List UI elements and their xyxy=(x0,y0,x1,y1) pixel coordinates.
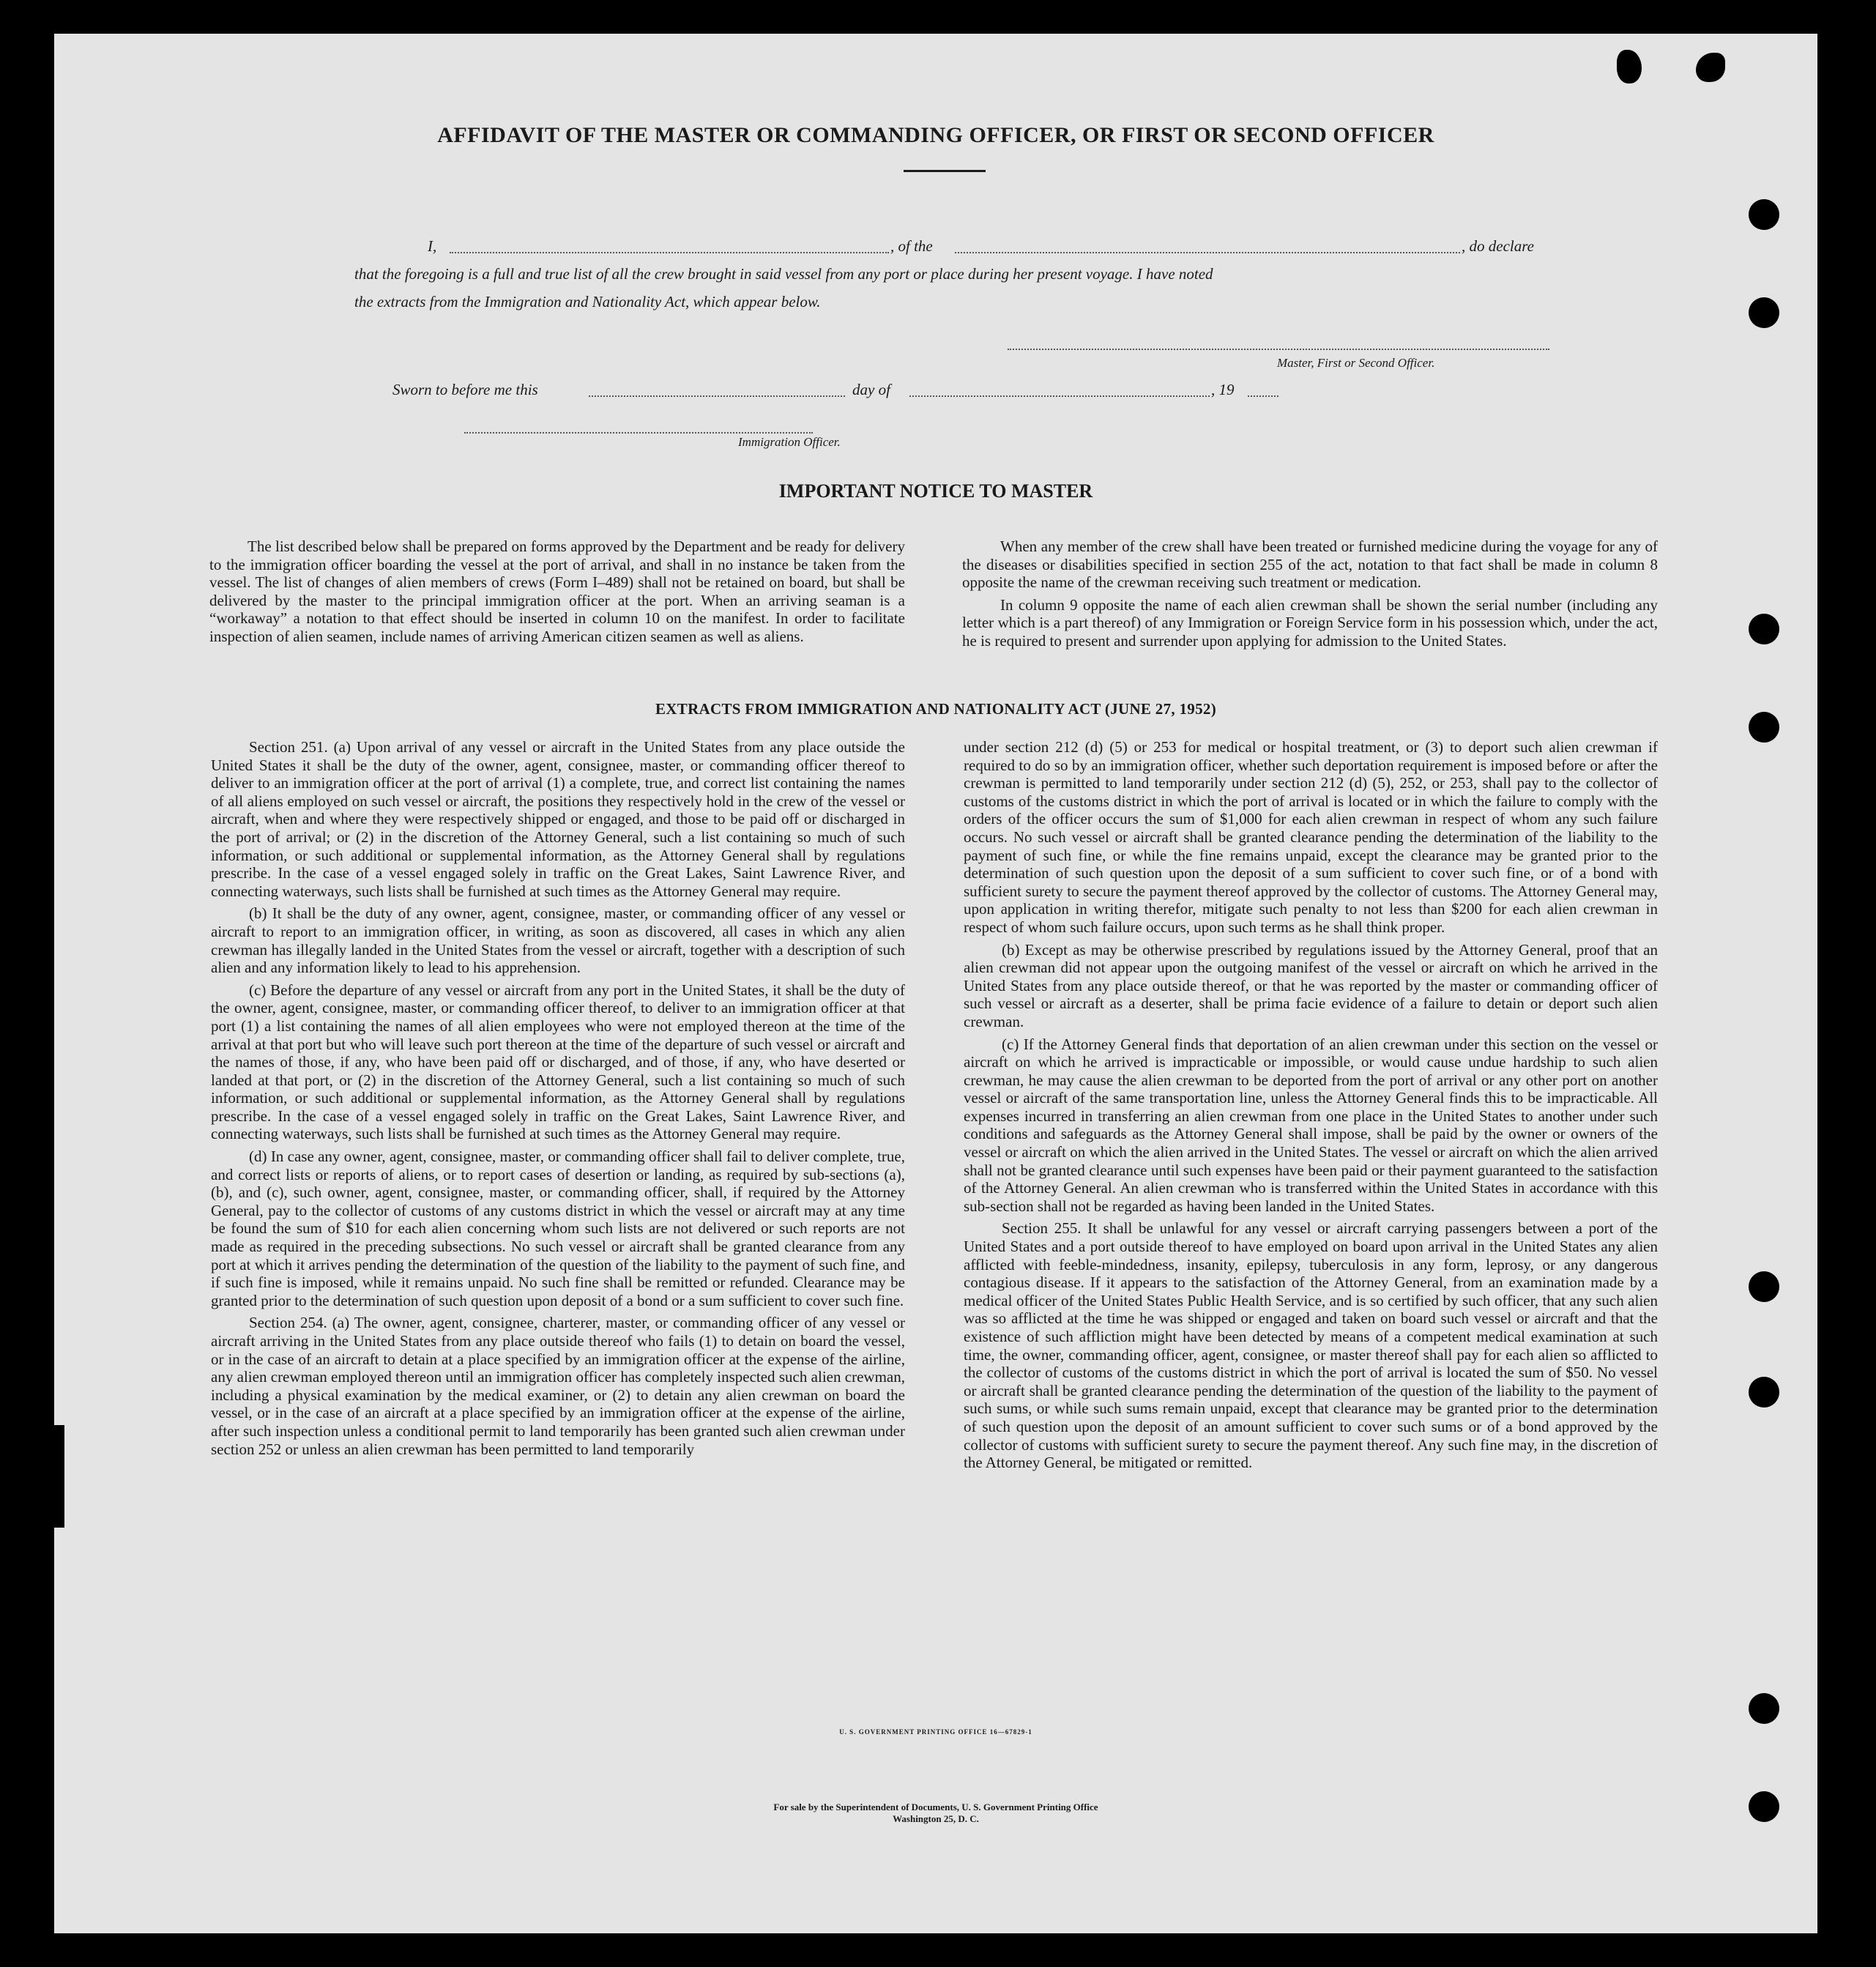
notice-title: IMPORTANT NOTICE TO MASTER xyxy=(778,480,1093,502)
section-254c: (c) If the Attorney General finds that deportation of an alien crewman under this section on the vessel or aircraft on which he arrived is impracticable or impossible, or would cause undue hardship to such alien crewman, he may cause the alien crewman to be deported from the port of arrival or any other port on another vessel or aircraft of the same transportation line, unless the Attorney General finds this to be impracticable. All expenses incurred in transferring an alien crewman from one place in the United States to another under such conditions and safeguards as the Attorney General shall impose, shall be paid by the owner or owners of the vessel or aircraft on which the alien arrived in the United States. The vessel or aircraft on which the alien arrived shall not be granted clearance until such expenses have been paid or their payment guaranteed to the satisfaction of the Attorney General. An alien crewman who is transferred within the United States in accordance with this sub-section shall not be regarded as having been landed in the United States. xyxy=(964,1035,1658,1215)
sworn-label: Sworn to before me this xyxy=(392,381,538,398)
extracts-right-column xyxy=(964,738,1658,1476)
notice-right-column xyxy=(962,538,1658,655)
title-underline xyxy=(904,170,986,172)
affidavit-title: AFFIDAVIT OF THE MASTER OR COMMANDING OFFICER, OR FIRST OR SECOND OFFICER xyxy=(437,123,1434,147)
binder-hole xyxy=(1749,614,1779,644)
declaration-line-2: that the foregoing is a full and true list of all the crew brought in said vessel from any port or place during her present voyage. I have noted xyxy=(354,265,1213,283)
do-declare-label: , do declare xyxy=(1462,237,1534,255)
torn-mark xyxy=(1696,53,1725,82)
notice-right-paragraph-2: In column 9 opposite the name of each alien crewman shall be shown the serial number (including any letter which is a part thereof) of any Immigration or Foreign Service form in his possession which, under the act, he is required to present and surrender upon applying for admission to the United States. xyxy=(962,595,1658,650)
binder-hole xyxy=(1749,1271,1779,1302)
declarant-name-field[interactable] xyxy=(450,252,889,253)
printer-line: U. S. GOVERNMENT PRINTING OFFICE 16—67829-1 xyxy=(839,1728,1032,1736)
section-251c: (c) Before the departure of any vessel or aircraft from any port in the United States, it shall be the duty of the owner, agent, consignee, master, or commanding officer thereof, to deliver to an immigration officer at that port (1) a list containing the names of all alien employees who were not employed thereon at the time of the arrival at that port but who will leave such port thereon at the time of the departure of such vessel or aircraft and the names of those, if any, who have been paid off or discharged, and of those, if any, who have deserted or landed at that port, or (2) in the discretion of the Attorney General, such a list containing so much of such information, or such additional or supplemental information, as the Attorney General shall by regulations prescribe. In the case of a vessel engaged solely in traffic on the Great Lakes, Saint Lawrence River, and connecting waterways, such lists shall be furnished at such times as the Attorney General may require. xyxy=(211,981,905,1143)
section-254a: Section 254. (a) The owner, agent, consignee, charterer, master, or commanding officer of any vessel or aircraft arriving in the United States from any place outside thereof who fails (1) to detain on board the vessel, or in the case of an aircraft to detain at a place specified by an immigration officer at the expense of the airline, any alien crewman employed thereon until an immigration officer has completely inspected such alien crewman, including a physical examination by the medical examiner, or (2) to detain any alien crewman on board the vessel, or in the case of an aircraft at a place specified by an immigration officer at the expense of the airline, after such inspection unless a conditional permit to land temporarily has been granted such alien crewman under section 252 or unless an alien crewman has been permitted to land temporarily xyxy=(211,1314,905,1458)
sworn-year-field[interactable] xyxy=(1248,395,1278,397)
section-255: Section 255. It shall be unlawful for any vessel or aircraft carrying passengers between a port of the United States and a port outside thereof to have employed on board upon arrival in the United States any alien afflicted with feeble-mindedness, insanity, epilepsy, tuberculosis in any form, leprosy, or any dangerous contagious disease. If it appears to the satisfaction of the Attorney General, from an examination made by a medical officer of the United States Public Health Service, and is so certified by such officer, that any such alien was so afflicted at the time he was shipped or engaged and taken on board such vessel or aircraft and that the existence of such affliction might have been detected by means of a competent medical examination at such time, the owner, commanding officer, agent, consignee, or master thereof shall pay for each alien so afflicted to the collector of customs of the customs district in which the port of arrival is located the sum of $50. No vessel or aircraft shall be granted clearance pending the determination of the question of the liability to the payment of such sums, or while such sums remain unpaid, except that clearance may be granted prior to the determination of such question upon the deposit of an amount sufficient to cover such sums or of a bond approved by the collector of customs with sufficient surety to secure the payment thereof. Any such fine may, in the discretion of the Attorney General, be mitigated or remitted. xyxy=(964,1219,1658,1472)
declaration-line-3: the extracts from the Immigration and Nationality Act, which appear below. xyxy=(354,293,821,311)
section-251b: (b) It shall be the duty of any owner, agent, consignee, master, or commanding officer of any vessel or aircraft to report to an immigration officer, in writing, as soon as discovered, all cases in which any alien crewman has illegally landed in the United States from the vessel or aircraft, together with a description of such alien and any information likely to lead to his apprehension. xyxy=(211,904,905,977)
footer-line-2: Washington 25, D. C. xyxy=(893,1813,979,1824)
notice-left-column xyxy=(209,538,905,650)
section-251d: (d) In case any owner, agent, consignee, master, or commanding officer shall fail to deliver complete, true, and correct lists or reports of aliens, or to report cases of desertion or landing, as required by sub-sections (a), (b), and (c), such owner, agent, consignee, master, or commanding officer, shall, if required by the Attorney General, pay to the collector of customs of any customs district in which the vessel or aircraft may at any time be found the sum of $10 for each alien concerning whom such lists are not delivered or such reports are not made as required in the preceding subsections. No such vessel or aircraft shall be granted clearance from any port at which it arrives pending the determination of the question of the liability to the payment of such fine, and if such fine is imposed, while it remains unpaid. No such fine shall be remitted or refunded. Clearance may be granted prior to the determination of such question upon deposit of a bond or a sum sufficient to cover such fine. xyxy=(211,1148,905,1309)
binder-hole xyxy=(1749,712,1779,743)
notice-left-paragraph: The list described below shall be prepared on forms approved by the Department and be ready for delivery to the immigration officer boarding the vessel at the port of arrival, and shall in no instance be taken from the vessel. The list of changes of alien members of crews (Form I–489) shall not be retained on board, but shall be delivered by the master to the principal immigration officer at the port. When an arriving seaman is a “workaway” a notation to that effect should be inserted in column 10 on the manifest. In order to facilitate inspection of alien seamen, include names of arriving American citizen seamen as well as aliens. xyxy=(209,538,905,645)
vessel-name-field[interactable] xyxy=(955,252,1460,253)
section-254a-continued: under section 212 (d) (5) or 253 for medical or hospital treatment, or (3) to deport such alien crewman if required to do so by an immigration officer, whether such deportation requirement is imposed before or after the crewman is permitted to land temporarily under section 212 (d) (5), 252, or 253, shall pay to the collector of customs of the customs district in which the port of arrival is located or in which the failure to comply with the orders of the officer occurs the sum of $1,000 for each alien crewman in respect of whom any such failure occurs. No such vessel or aircraft shall be granted clearance pending the determination of the liability to the payment of such fine, or while the fine remains unpaid, except the clearance may be granted prior to the determination of such question upon the deposit of a sum sufficient to cover such fine, or of a bond with sufficient surety to secure the payment thereof approved by the collector of customs. The Attorney General may, upon application in writing therefor, mitigate such penalty to not less than $200 for each alien crewman in respect of whom such failure occurs, upon such terms as he shall think proper. xyxy=(964,738,1658,936)
footer xyxy=(54,1801,1817,1825)
footer-line-1: For sale by the Superintendent of Documents, U. S. Government Printing Office xyxy=(773,1801,1098,1812)
binder-hole xyxy=(1749,1693,1779,1724)
sworn-day-field[interactable] xyxy=(589,395,845,397)
binder-hole xyxy=(1749,1377,1779,1408)
section-251a: Section 251. (a) Upon arrival of any vessel or aircraft in the United States from any place outside the United States it shall be the duty of the owner, agent, consignee, master, or commanding officer thereof to deliver to an immigration officer at the port of arrival (1) a complete, true, and correct list containing the names of all aliens employed on such vessel or aircraft, the positions they respectively hold in the crew of the vessel or aircraft, when and where they were respectively shipped or engaged, and those to be paid off or discharged in the port of arrival; or (2) in the discretion of the Attorney General, such a list containing so much of such information, or such additional or supplemental information, as the Attorney General shall by regulations prescribe. In the case of a vessel engaged solely in traffic on the Great Lakes, Saint Lawrence River, and connecting waterways, such lists shall be furnished at such times as the Attorney General may require. xyxy=(211,738,905,900)
document-page xyxy=(54,34,1817,1933)
section-254b: (b) Except as may be otherwise prescribed by regulations issued by the Attorney General, proof that an alien crewman did not appear upon the outgoing manifest of the vessel or aircraft on which he arrived in the United States from any place outside thereof, or that he was reported by the master or commanding officer of such vessel or aircraft as a deserter, shall be prima facie evidence of a failure to detain or deport such alien crewman. xyxy=(964,940,1658,1030)
i-label: I, xyxy=(428,237,437,255)
binder-hole xyxy=(1749,199,1779,230)
master-signature-field[interactable] xyxy=(1008,349,1549,350)
immigration-officer-label: Immigration Officer. xyxy=(738,435,841,449)
master-signature-label: Master, First or Second Officer. xyxy=(1277,356,1435,370)
edge-notch xyxy=(54,1425,64,1528)
binder-hole xyxy=(1749,297,1779,328)
binder-hole xyxy=(1749,1791,1779,1822)
torn-mark xyxy=(1617,50,1642,83)
of-the-label: , of the xyxy=(890,237,933,255)
notice-right-paragraph-1: When any member of the crew shall have been treated or furnished medicine during the voyage for any of the diseases or disabilities specified in section 255 of the act, notation to that fact shall be made in column 8 opposite the name of the crewman receiving such treatment or medication. xyxy=(962,538,1658,592)
sworn-month-field[interactable] xyxy=(909,395,1210,397)
extracts-title: EXTRACTS FROM IMMIGRATION AND NATIONALITY ACT (JUNE 27, 1952) xyxy=(655,700,1216,718)
day-of-label: day of xyxy=(852,381,890,398)
immigration-officer-signature-field[interactable] xyxy=(464,432,813,434)
year-label: , 19 xyxy=(1211,381,1235,398)
extracts-left-column xyxy=(211,738,905,1462)
